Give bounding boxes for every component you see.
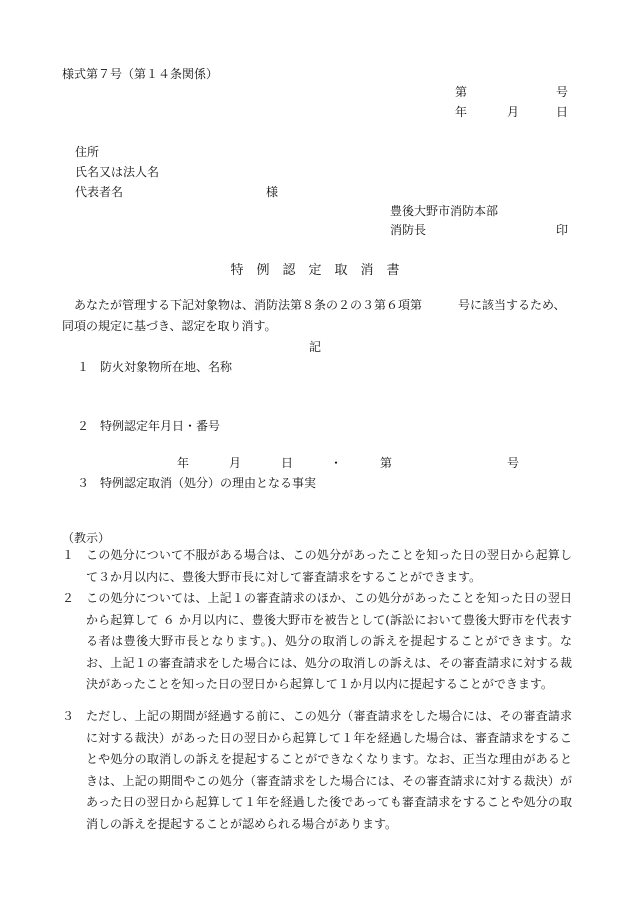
body-line-1: あなたが管理する下記対象物は、消防法第８条の２の３第６項第 号に該当するため、 (74, 299, 566, 311)
honorific: 様 (266, 185, 279, 199)
notice-item-2-text: この処分については、上記１の審査請求のほか、この処分があったことを知った日の翌日から起算して ６ か月以内に、豊後大野市を被告として(訴訟において豊後大野市を代表する者は豊後大野市長となります。)、処分の取消しの訴えを提起することができます。なお、上記１の審査請求をした場合には、処分の取消しの訴えは、その審査請求に対する裁決があったことを知った日の翌日から起算して１か月以内に提起することができます。 (86, 591, 572, 691)
item-2-label: 特例認定年月日・番号 (100, 419, 221, 433)
cert-number-prefix: 第 (380, 456, 393, 470)
representative-label: 代表者名 (75, 185, 124, 199)
doc-number-suffix: 号 (556, 85, 569, 99)
item-2-number: ２ (77, 419, 90, 433)
document-title: 特 例 認 定 取 消 書 (230, 263, 400, 278)
cert-year: 年 (177, 456, 190, 470)
notice-item-2-number: ２ (62, 591, 75, 605)
cert-day: 日 (281, 456, 294, 470)
notice-item-3 (62, 706, 572, 835)
cert-number-suffix: 号 (507, 456, 520, 470)
item-1-label: 防火対象物所在地、名称 (100, 360, 233, 374)
name-label: 氏名又は法人名 (75, 165, 160, 179)
issuer-title: 消防長 (390, 223, 427, 237)
date-year: 年 (455, 105, 468, 119)
notice-item-3-number: ３ (62, 709, 75, 723)
form-label: 様式第７号（第１４条関係） (62, 67, 219, 81)
notice-item-3-text: ただし、上記の期間が経過する前に、この処分（審査請求をした場合には、その審査請求に対する裁決）があった日の翌日から起算して１年を経過した場合は、審査請求をすることや処分の取消しの訴えを提起することができなくなります。なお、正当な理由があるときは、上記の期間やこの処分（審査請求をした場合には、その審査請求に対する裁決）があった日の翌日から起算して１年を経過した後であっても審査請求をすることや処分の取消しの訴えを提起することが認められる場合があります。 (86, 709, 572, 831)
ki-marker: 記 (309, 340, 322, 354)
issuer-seal: 印 (556, 223, 569, 237)
item-1-number: １ (77, 360, 90, 374)
notice-item-1-number: １ (62, 548, 75, 562)
item-3-label: 特例認定取消（処分）の理由となる事実 (100, 476, 317, 490)
notice-item-1-text: この処分について不服がある場合は、この処分があったことを知った日の翌日から起算して３か月以内に、豊後大野市長に対して審査請求をすることができます。 (86, 548, 572, 584)
body-line-2: 同項の規定に基づき、認定を取り消す。 (62, 319, 277, 333)
cert-separator: ・ (330, 456, 343, 470)
cert-month: 月 (229, 456, 242, 470)
item-3-number: ３ (77, 476, 90, 490)
date-month: 月 (507, 105, 520, 119)
address-label: 住所 (75, 145, 100, 159)
doc-number-prefix: 第 (455, 85, 468, 99)
notice-item-2 (62, 588, 572, 696)
date-day: 日 (556, 105, 569, 119)
notice-item-1 (62, 545, 572, 588)
issuer-org: 豊後大野市消防本部 (390, 204, 499, 218)
notice-heading: （教示） (62, 531, 111, 545)
